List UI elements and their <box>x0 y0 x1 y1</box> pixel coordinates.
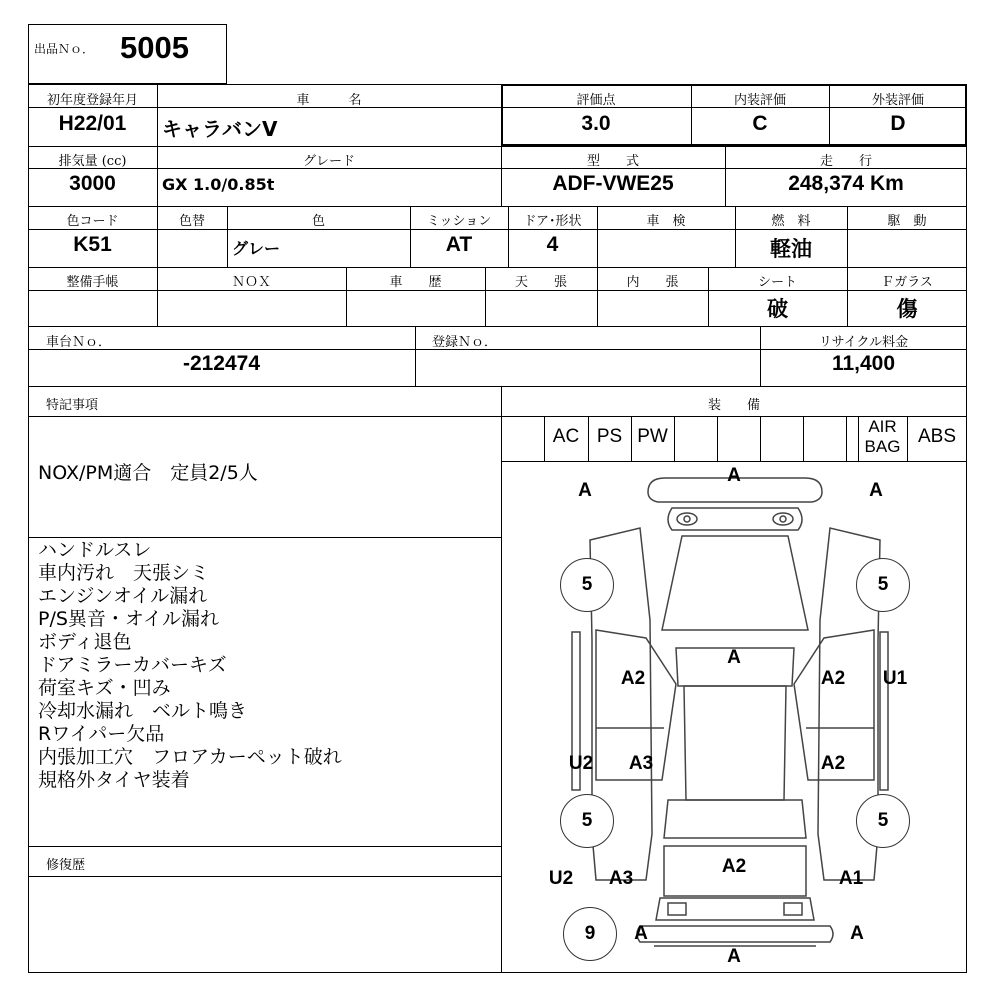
doors-value: 4 <box>546 233 559 256</box>
damage-front-right: A <box>869 480 883 501</box>
color-value: グレー <box>232 239 281 258</box>
note-line: 内張加工穴 フロアカーペット破れ <box>38 746 342 768</box>
grade-value: GX 1.0/0.85t <box>162 175 275 194</box>
interior-value: C <box>752 112 768 135</box>
note-line: 車内汚れ 天張シミ <box>38 562 210 584</box>
repair-label: 修復歴 <box>46 858 86 873</box>
doors-label: ドア･形状 <box>523 214 582 229</box>
equipment-label: 装 備 <box>707 398 760 413</box>
damage-pillar-right: U1 <box>882 668 908 689</box>
notes-label: 特記事項 <box>46 398 99 413</box>
mileage-value: 248,374 Km <box>788 172 904 195</box>
color-label: 色 <box>311 214 325 229</box>
damage-front-left: A <box>578 480 592 501</box>
damage-rear-left-low: U2 <box>548 868 574 889</box>
name-value: キャラバンV <box>162 117 278 141</box>
notes-top: NOX/PM適合 定員2/5人 <box>38 462 258 484</box>
tire-rear-right: 5 <box>856 794 910 848</box>
chassis-value: -212474 <box>182 352 261 375</box>
tire-front-right: 5 <box>856 558 910 612</box>
color-code-value: K51 <box>73 233 112 256</box>
note-line: ボディ退色 <box>38 631 132 653</box>
exterior-label: 外装評価 <box>871 93 924 108</box>
recycle-label: リサイクル料金 <box>818 335 909 350</box>
inspection-label: 車 検 <box>646 214 686 229</box>
damage-side-left: U2 <box>568 753 594 774</box>
note-line: ハンドルスレ <box>38 539 152 561</box>
repaint-label: 色替 <box>178 214 205 229</box>
exterior-value: D <box>890 112 906 135</box>
damage-door-right: A2 <box>820 753 846 774</box>
damage-front-bumper: A <box>727 465 741 486</box>
tire-rear-left: 5 <box>560 794 614 848</box>
notes-list <box>38 539 498 792</box>
note-line: P/S異音・オイル漏れ <box>38 608 219 630</box>
history-label: 車 歴 <box>389 275 442 290</box>
damage-rear-left-panel: A3 <box>608 868 634 889</box>
equipment-abs: ABS <box>917 426 957 447</box>
damage-rear-bumper: A <box>727 946 741 967</box>
mileage-label: 走 行 <box>819 154 872 169</box>
model-label: 型 式 <box>586 154 639 169</box>
chassis-label: 車台Ｎｏ． <box>46 335 112 350</box>
note-line: 荷室キズ・凹み <box>38 677 171 699</box>
note-line: 冷却水漏れ ベルト鳴き <box>38 700 248 722</box>
year-value: H22/01 <box>58 112 127 135</box>
damage-rear-bumper-left: A <box>634 923 648 944</box>
vehicle-diagram <box>502 462 966 972</box>
seat-label: シート <box>757 275 797 290</box>
note-line: ドアミラーカバーキズ <box>38 654 227 676</box>
glass-value: 傷 <box>896 297 918 321</box>
damage-rear-bumper-right: A <box>850 923 864 944</box>
interior-label: 内装評価 <box>733 93 786 108</box>
transmission-label: ミッション <box>426 214 492 229</box>
damage-rear-right: A1 <box>838 868 864 889</box>
damage-door-left: A3 <box>628 753 654 774</box>
damage-fender-left: A2 <box>620 668 646 689</box>
note-line: 規格外タイヤ装着 <box>38 769 190 791</box>
recycle-value: 11,400 <box>831 352 896 375</box>
name-label: 車 名 <box>296 93 362 108</box>
lot-number: 5005 <box>120 30 189 65</box>
note-line: エンジンオイル漏れ <box>38 585 208 607</box>
tire-front-left: 5 <box>560 558 614 612</box>
color-code-label: 色コード <box>66 214 119 229</box>
glass-label: Ｆガラス <box>881 275 933 290</box>
score-label: 評価点 <box>576 93 616 108</box>
fuel-label: 燃 料 <box>771 214 811 229</box>
score-value: 3.0 <box>581 112 611 135</box>
equipment-pw: PW <box>637 426 668 447</box>
nox-label: ＮＯＸ <box>231 275 271 290</box>
damage-roof: A2 <box>721 856 747 877</box>
transmission-value: AT <box>445 233 473 256</box>
year-label: 初年度登録年月 <box>46 93 138 108</box>
fuel-value: 軽油 <box>770 237 812 261</box>
equipment-ac: AC <box>552 426 580 447</box>
equipment-airbag: AIR BAG <box>864 417 901 456</box>
model-value: ADF-VWE25 <box>552 172 674 195</box>
note-line: Rワイパー欠品 <box>38 723 165 745</box>
service-label: 整備手帳 <box>66 275 119 290</box>
grade-label: グレード <box>302 154 355 169</box>
seat-value: 破 <box>767 297 788 321</box>
interior-trim-label: 内 張 <box>626 275 679 290</box>
damage-bonnet: A <box>727 647 741 668</box>
roof-label: 天 張 <box>514 275 567 290</box>
drive-label: 駆 動 <box>887 214 927 229</box>
damage-fender-right: A2 <box>820 668 846 689</box>
cc-label: 排気量 (cc) <box>58 154 127 169</box>
cc-value: 3000 <box>69 172 116 195</box>
reg-label: 登録Ｎｏ． <box>432 335 498 350</box>
lot-label: 出品Ｎｏ． <box>34 42 95 56</box>
spare-tire: 9 <box>563 907 617 961</box>
equipment-ps: PS <box>596 426 623 447</box>
